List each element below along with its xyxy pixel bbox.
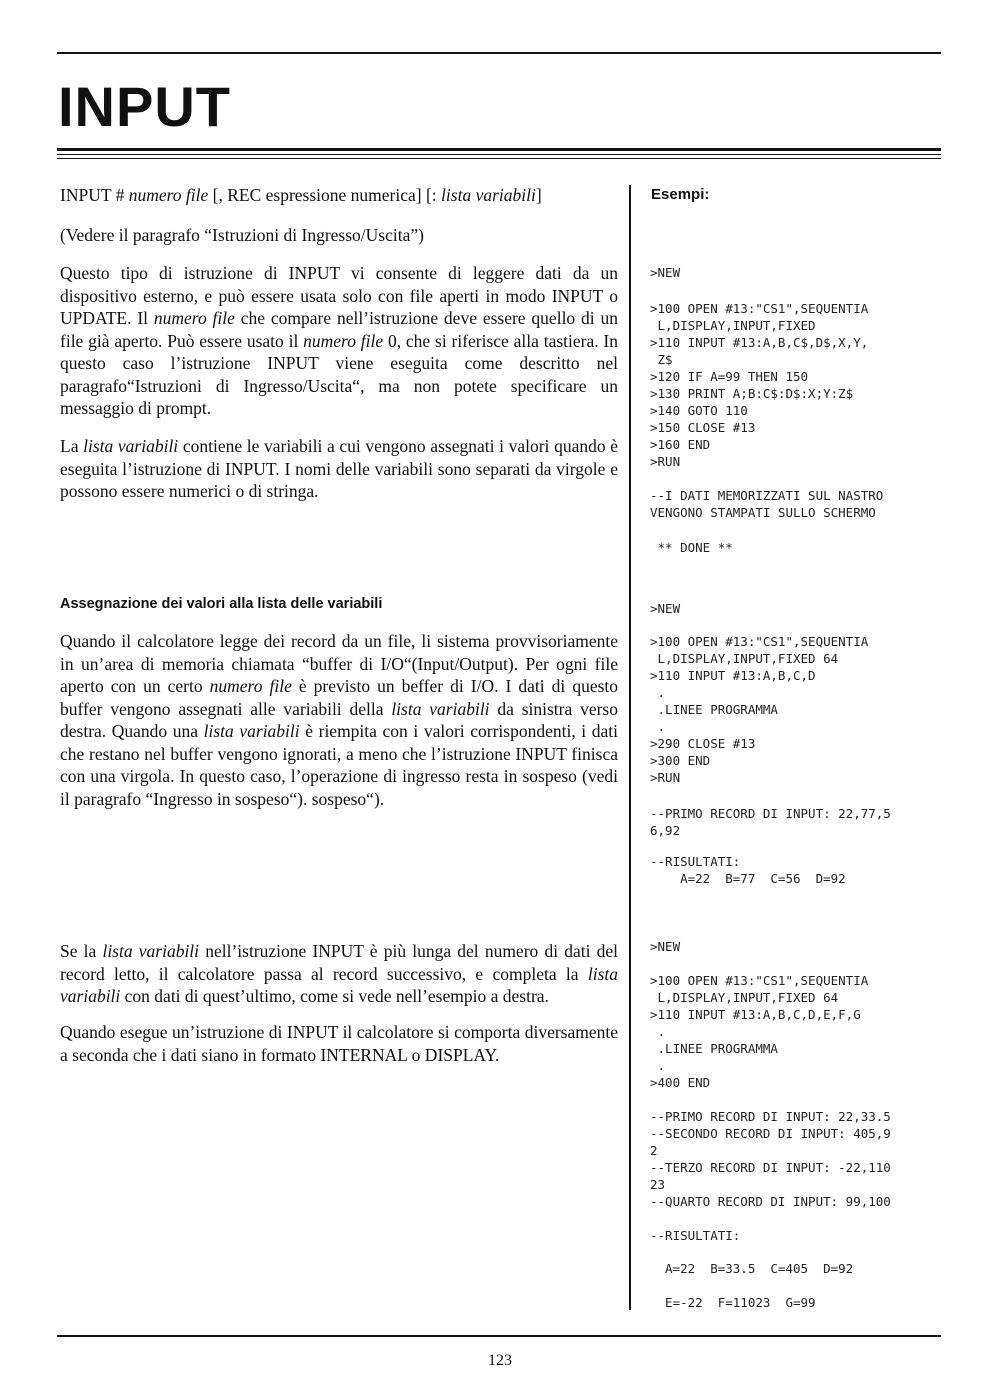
page-title: INPUT: [58, 75, 231, 138]
paragraph-lista-variabili: La lista variabili contiene le variabili a cui vengono assegnati i valori quando è eseguita l’istruzione di INPUT. I nomi delle variabili sono separati da virgole e possono essere numerici o di stringa.: [60, 436, 618, 501]
column-divider: [629, 185, 631, 1310]
example-1-program: >100 OPEN #13:"CS1",SEQUENTIA L,DISPLAY,INPUT,FIXED >110 INPUT #13:A,B,C$,D$,X,Y, Z$ >120 IF A=99 THEN 150 >130 PRINT A;B:C$:D$:X;Y:Z$ >140 GOTO 110 >150 CLOSE #13 >160 END >RUN: [650, 301, 869, 469]
example-3-results-line-1: A=22 B=33.5 C=405 D=92: [650, 1261, 854, 1276]
paragraph-record-successivo: Se la lista variabili nell’istruzione INPUT è più lunga del numero di dati del record letto, il calcolatore passa al record successivo, e completa la lista variabili con dati di quest’ultimo, come si vede nell’esempio a destra.: [60, 941, 618, 1006]
esempi-label: Esempi:: [651, 186, 710, 203]
page-number: 123: [488, 1352, 512, 1369]
example-2-program: >100 OPEN #13:"CS1",SEQUENTIA L,DISPLAY,INPUT,FIXED 64 >110 INPUT #13:A,B,C,D . .LINEE PROGRAMMA . >290 CLOSE #13 >300 END >RUN: [650, 634, 869, 785]
bottom-rule: [57, 1335, 941, 1337]
example-3-program: >100 OPEN #13:"CS1",SEQUENTIA L,DISPLAY,INPUT,FIXED 64 >110 INPUT #13:A,B,C,D,E,F,G . .LINEE PROGRAMMA . >400 END: [650, 973, 869, 1090]
section-heading: Assegnazione dei valori alla lista delle variabili: [60, 596, 383, 612]
example-3-results-line-2: E=-22 F=11023 G=99: [650, 1295, 816, 1310]
example-2-results: --RISULTATI: A=22 B=77 C=56 D=92: [650, 854, 846, 886]
syntax-lista-variabili: lista variabili: [441, 185, 536, 205]
title-underline-thick: [57, 148, 941, 151]
example-3-results-label: --RISULTATI:: [650, 1228, 741, 1243]
title-underline-thin-1: [57, 154, 941, 155]
title-underline-thin-2: [57, 158, 941, 159]
example-3-new: >NEW: [650, 939, 681, 954]
paragraph-buffer: Quando il calcolatore legge dei record da un file, li sistema provvisoriamente in un’area di memoria chiamata “buffer di I/O“(Input/Output). Per ogni file aperto con un certo numero file è previsto un beffer di I/O. I dati di questo buffer vengono assegnati alle variabili della lista variabili da sinistra verso destra. Quando una lista variabili è riempita con i valori corrispondenti, i dati che restano nel buffer vengono ignorati, a meno che l’istruzione INPUT finisca con una virgola. In questo caso, l’operazione di ingresso resta in sospeso (vedi il paragrafo “Ingresso in sospeso“). sospeso“).: [60, 631, 619, 809]
syntax-numero-file: numero file: [128, 185, 209, 205]
example-1-done: ** DONE **: [650, 540, 733, 555]
example-1-new: >NEW: [650, 265, 681, 280]
example-1-output: --I DATI MEMORIZZATI SUL NASTRO VENGONO STAMPATI SULLO SCHERMO: [650, 488, 884, 520]
syntax-line: INPUT # numero file [, REC espressione numerica] [: lista variabili]: [60, 185, 542, 205]
example-2-record: --PRIMO RECORD DI INPUT: 22,77,5 6,92: [650, 806, 891, 838]
see-also-note: (Vedere il paragrafo “Istruzioni di Ingresso/Uscita”): [60, 225, 424, 245]
example-3-records: --PRIMO RECORD DI INPUT: 22,33.5 --SECONDO RECORD DI INPUT: 405,9 2 --TERZO RECORD DI INPUT: -22,110 23 --QUARTO RECORD DI INPUT: 99,100: [650, 1109, 891, 1209]
paragraph-description: Questo tipo di istruzione di INPUT vi consente di leggere dati da un dispositivo esterno, e può essere usata solo con file aperti in modo INPUT o UPDATE. Il numero file che compare nell’istruzione deve essere quello di un file già aperto. Può essere usato il numero file 0, che si riferisce alla tastiera. In questo caso l’istruzione INPUT viene eseguita come descritto nel paragrafo“Istruzioni di Ingresso/Uscita“, ma non potete specificare un messaggio di prompt.: [60, 263, 619, 418]
top-rule: [57, 52, 941, 54]
paragraph-formato: Quando esegue un’istruzione di INPUT il calcolatore si comporta diversamente a seconda che i dati siano in formato INTERNAL o DISPLAY.: [60, 1022, 618, 1065]
example-2-new: >NEW: [650, 601, 681, 616]
